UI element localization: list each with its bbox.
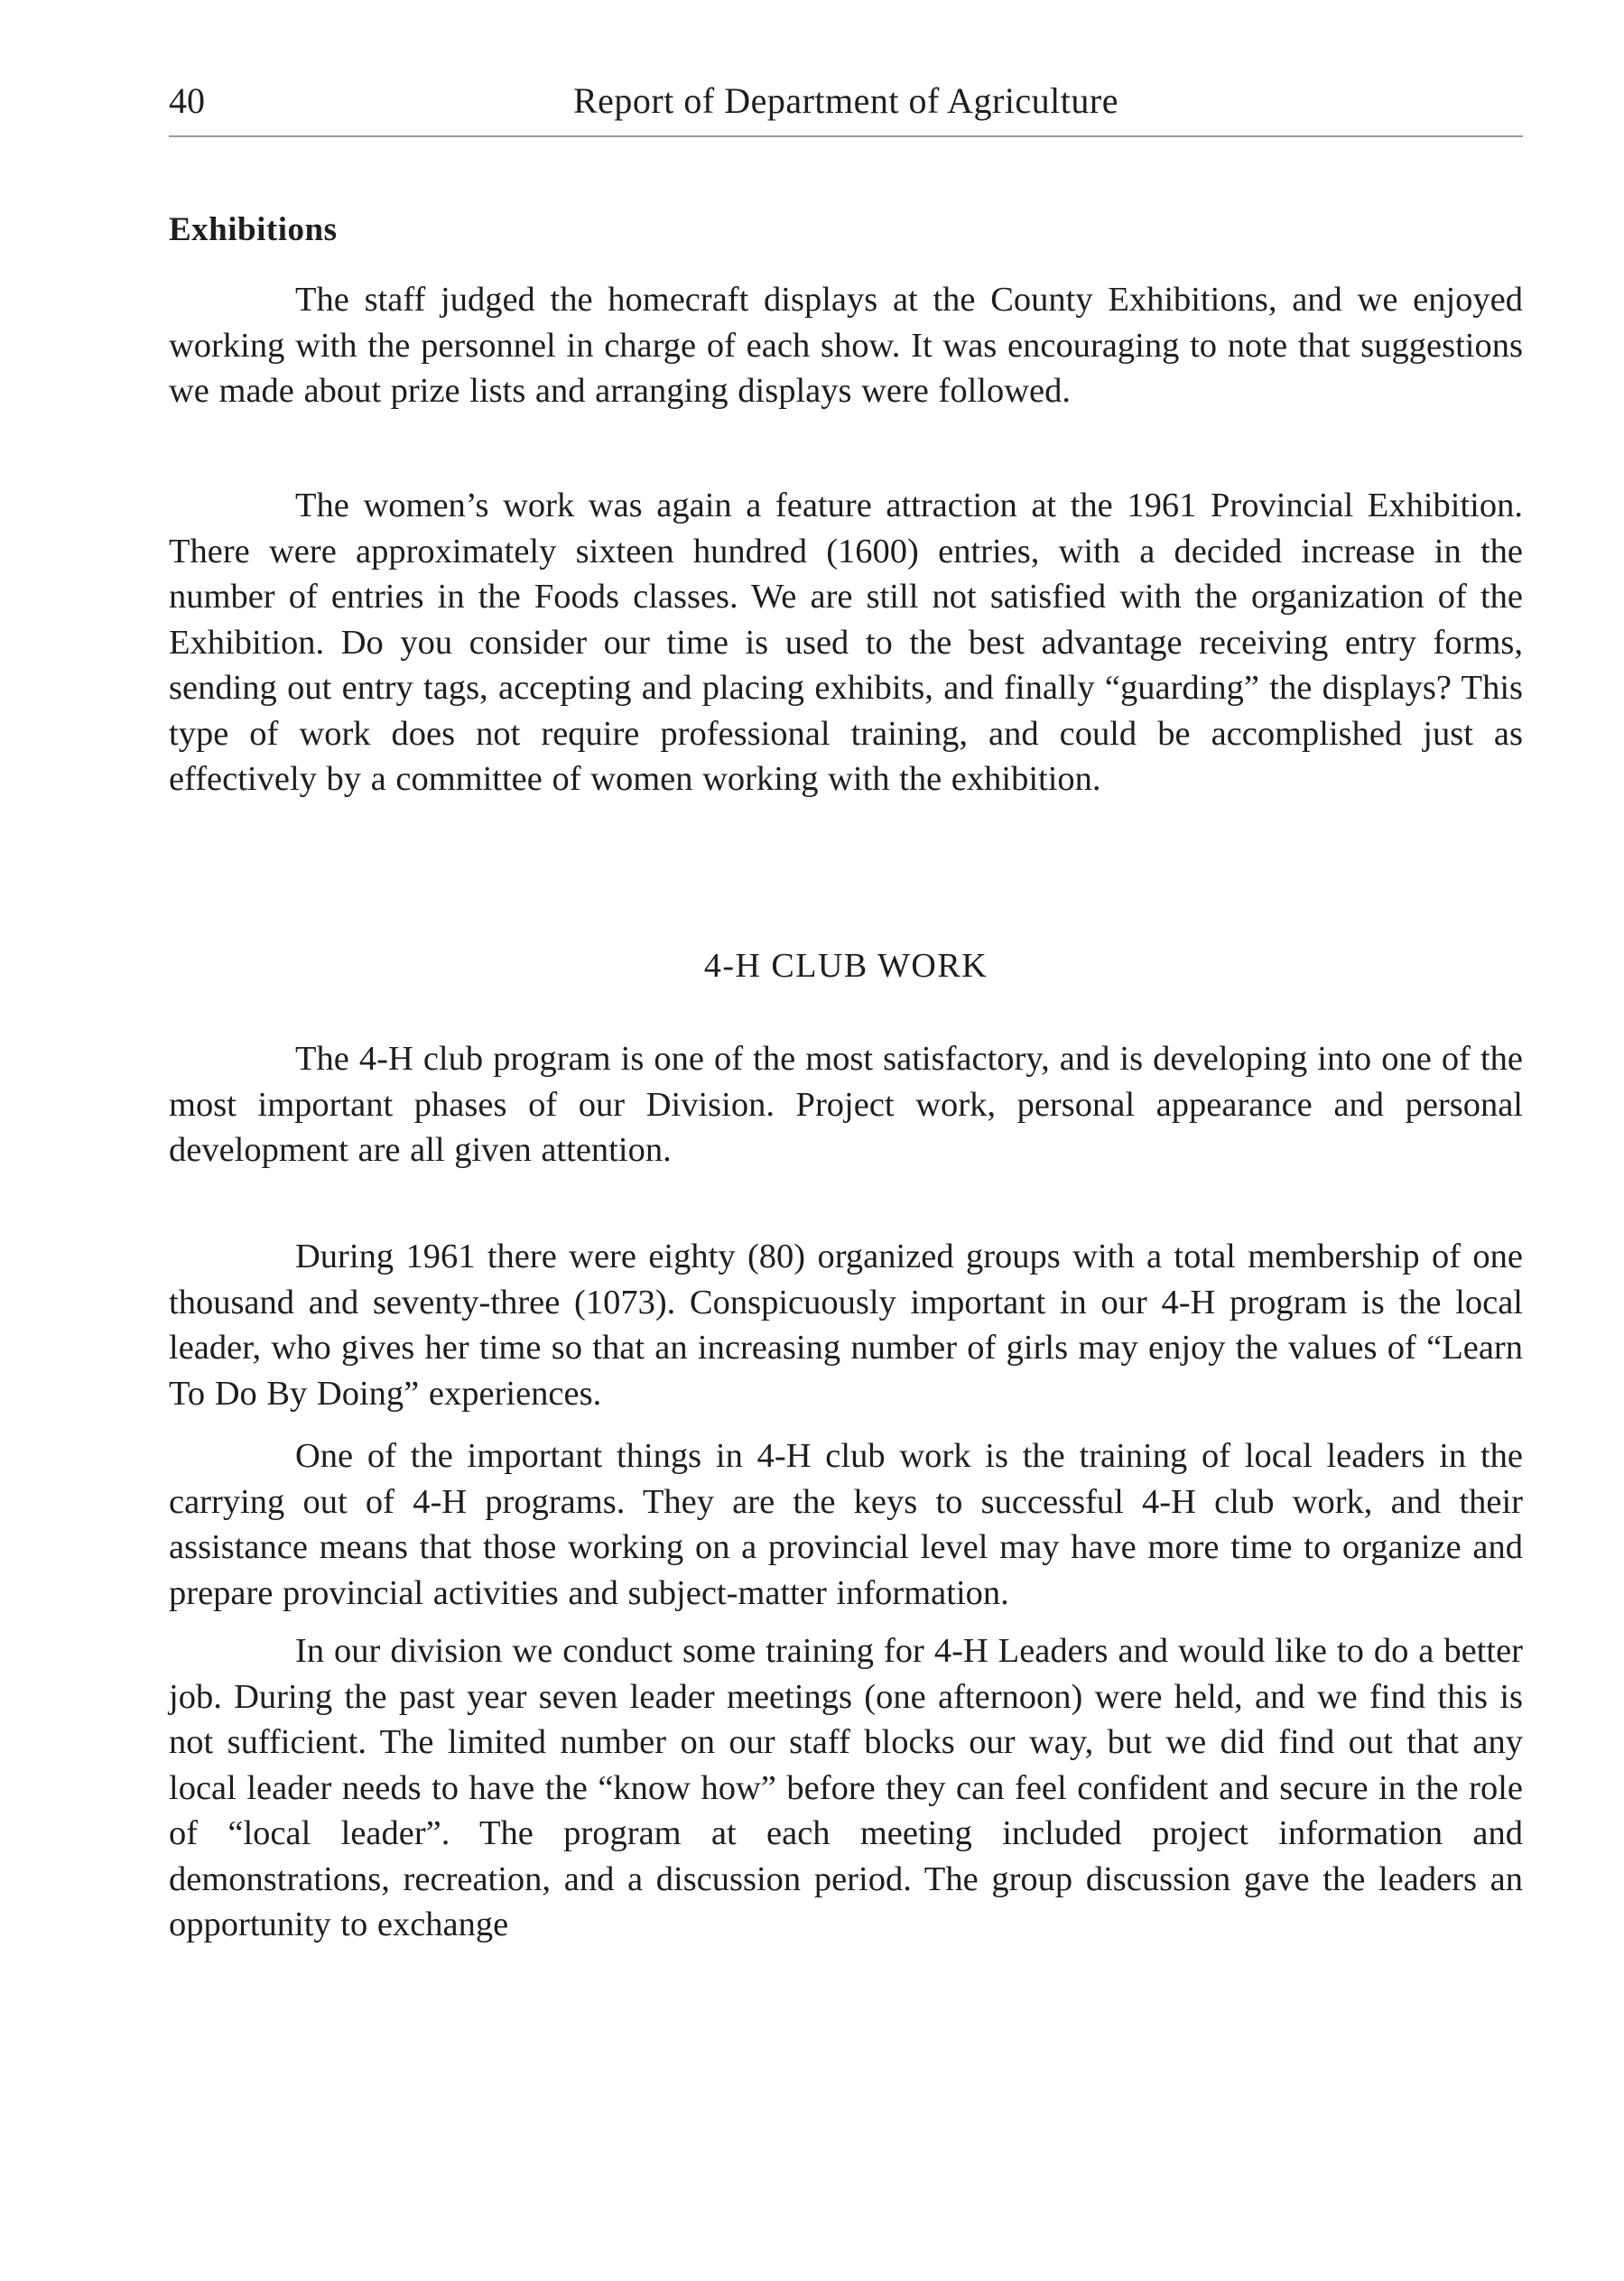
header-rule xyxy=(169,135,1523,137)
club-work-paragraph-1: The 4-H club program is one of the most satisfactory, and is developing into one of the most important phases of our Division. Project work, personal appearance and personal development are all given attention. xyxy=(169,1040,1523,1169)
page-number: 40 xyxy=(169,80,205,121)
club-work-paragraph-3: One of the important things in 4-H club work is the training of local leaders in the carrying out of 4-H programs. They are the keys to successful 4-H club work, and their assistance means that those working on a provincial level may have more time to organize and prepare provincial activities and subject-matter information. xyxy=(169,1437,1523,1612)
running-header-title: Report of Department of Agriculture xyxy=(573,80,1118,121)
club-work-paragraph-2: During 1961 there were eighty (80) organized groups with a total membership of one thousand and seventy-three (1073). Conspicuously important in our 4-H program is the local leader, who gives her time so that an increasing number of girls may enjoy the values of “Learn To Do By Doing” experiences. xyxy=(169,1238,1523,1413)
club-work-heading: 4-H CLUB WORK xyxy=(703,947,988,985)
running-header xyxy=(169,74,1523,128)
club-work-paragraph-4: In our division we conduct some training for 4-H Leaders and would like to do a better job. During the past year seven leader meetings (one afternoon) were held, and we find this is not sufficient. The limited number on our staff blocks our way, but we did find out that any local leader needs to have the “know how” before they can feel confident and secure in the role of “local leader”. The program at each meeting included project information and demonstrations, recreation, and a discussion period. The group discussion gave the leaders an opportunity to exchange xyxy=(169,1632,1523,1943)
exhibitions-paragraph-2: The women’s work was again a feature attraction at the 1961 Provincial Exhibition. There were approximately sixteen hundred (1600) entries, with a decided increase in the number of entries in the Foods classes. We are still not satisfied with the organization of the Exhibition. Do you consider our time is used to the best advantage receiving entry forms, sending out entry tags, accepting and placing exhibits, and finally “guarding” the displays? This type of work does not require professional training, and could be accomplished just as effectively by a committee of women working with the exhibition. xyxy=(169,487,1523,798)
exhibitions-heading: Exhibitions xyxy=(169,211,338,248)
exhibitions-paragraph-1: The staff judged the homecraft displays at the County Exhibitions, and we enjoyed working with the personnel in charge of each show. It was encouraging to note that suggestions we made about prize lists and arranging displays were followed. xyxy=(169,281,1523,410)
